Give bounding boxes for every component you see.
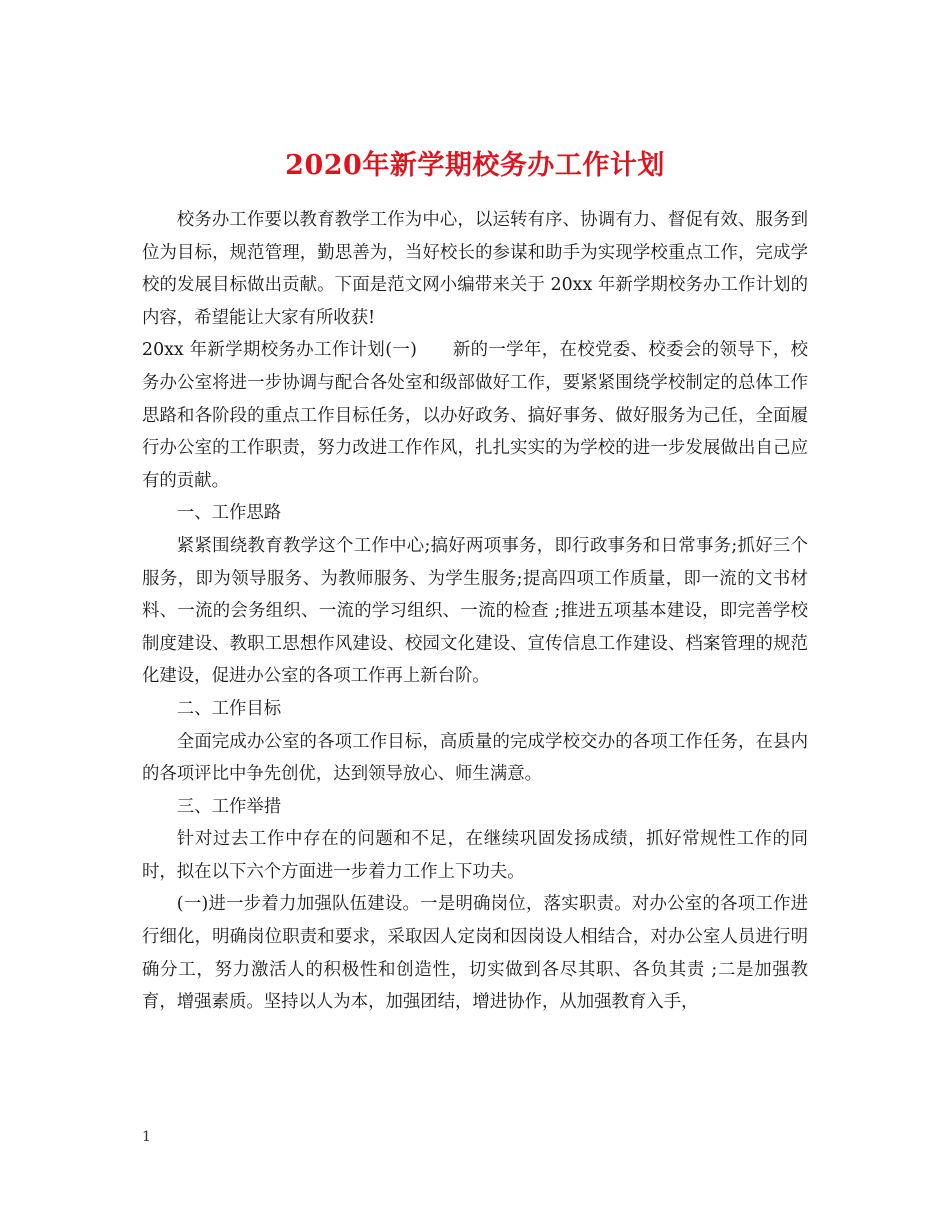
- paragraph-work-ideas: 紧紧围绕教育教学这个工作中心;搞好两项事务，即行政事务和日常事务;抓好三个服务，即为领导服务、为教师服务、为学生服务;提高四项工作质量，即一流的文书材料、一流的会务组织、一流的学习组织、一流的检查 ;推进五项基本建设，即完善学校制度建设、教职工思想作风建设、校园文化建设、宣传信息工作建设、档案管理的规范化建设，促进办公室的各项工作再上新台阶。: [142, 535, 808, 687]
- paragraph-plan-one: 20xx 年新学期校务办工作计划(一) 新的一学年，在校党委、校委会的领导下，校务办公室将进一步协调与配合各处室和级部做好工作，要紧紧围绕学校制定的总体工作思路和各阶段的重点工作目标任务，以办好政务、搞好事务、做好服务为己任，全面履行办公室的工作职责，努力改进工作作风，扎扎实实的为学校的进一步发展做出自己应有的贡献。: [142, 340, 808, 491]
- section-heading-work-goals: 二、工作目标: [176, 698, 282, 719]
- paragraph-intro: 校务办工作要以教育教学工作为中心，以运转有序、协调有力、督促有效、服务到位为目标，规范管理，勤思善为，当好校长的参谋和助手为实现学校重点工作，完成学校的发展目标做出贡献。下面是范文网小编带来关于 20xx 年新学期校务办工作计划的内容，希望能让大家有所收获!: [142, 210, 808, 328]
- page-number: 1: [142, 1129, 151, 1145]
- paragraph-work-measures: 针对过去工作中存在的问题和不足，在继续巩固发扬成绩，抓好常规性工作的同时，拟在以下六个方面进一步着力工作上下功夫。: [142, 829, 808, 882]
- section-heading-work-ideas: 一、工作思路: [176, 503, 282, 524]
- document-title: 2020年新学期校务办工作计划: [285, 150, 665, 182]
- paragraph-team-building: (一)进一步着力加强队伍建设。一是明确岗位，落实职责。对办公室的各项工作进行细化，明确岗位职责和要求，采取因人定岗和因岗设人相结合，对办公室人员进行明确分工，努力激活人的积极性和创造性，切实做到各尽其职、各负其责 ;二是加强教育，增强素质。坚持以人为本，加强团结，增进协作，从加强教育入手，: [142, 894, 808, 1013]
- section-heading-work-measures: 三、工作举措: [176, 796, 282, 817]
- paragraph-work-goals: 全面完成办公室的各项工作目标，高质量的完成学校交办的各项工作任务，在县内的各项评比中争先创优，达到领导放心、师生满意。: [142, 731, 808, 785]
- document-body: [142, 204, 808, 1019]
